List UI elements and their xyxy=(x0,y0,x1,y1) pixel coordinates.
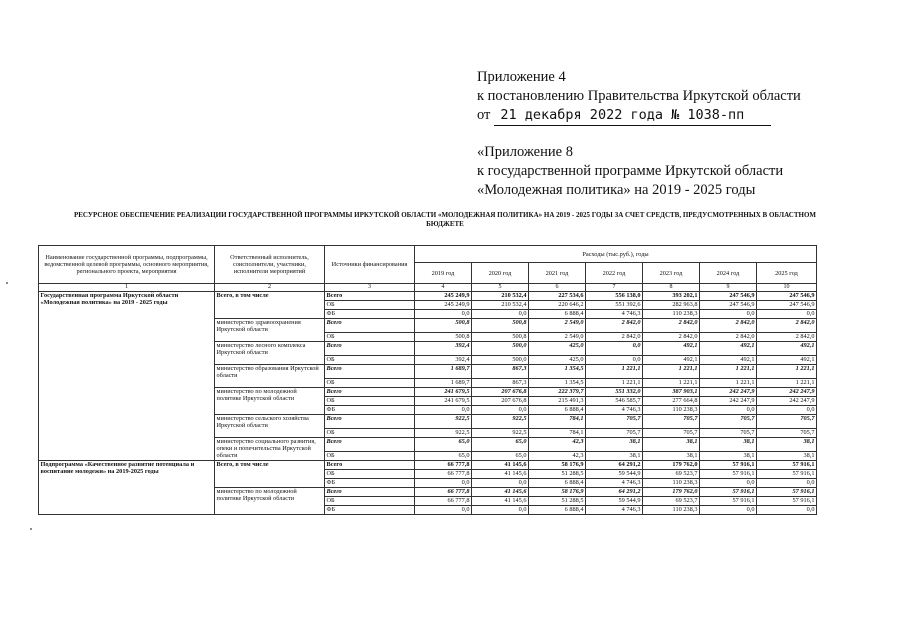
value-cell: 784,1 xyxy=(529,414,586,428)
source-cell: Всего xyxy=(325,291,415,300)
value-cell: 242 247,9 xyxy=(757,396,817,405)
value-cell: 705,7 xyxy=(757,428,817,437)
source-cell: ОБ xyxy=(325,300,415,309)
value-cell: 500,8 xyxy=(472,318,529,332)
value-cell: 492,1 xyxy=(757,355,817,364)
value-cell: 245 249,9 xyxy=(415,291,472,300)
value-cell: 500,8 xyxy=(415,318,472,332)
header-year: 2020 год xyxy=(472,263,529,284)
value-cell: 867,3 xyxy=(472,378,529,387)
table-row xyxy=(39,460,817,469)
header-column-number: 9 xyxy=(700,284,757,292)
value-cell: 0,0 xyxy=(700,505,757,514)
executor-cell: министерство здравоохранения Иркутской области xyxy=(215,318,325,341)
value-cell: 500,8 xyxy=(415,332,472,341)
value-cell: 922,5 xyxy=(472,428,529,437)
source-cell: ОБ xyxy=(325,496,415,505)
value-cell: 41 145,6 xyxy=(472,496,529,505)
value-cell: 784,1 xyxy=(529,428,586,437)
value-cell: 492,1 xyxy=(757,341,817,355)
value-cell: 867,3 xyxy=(472,364,529,378)
value-cell: 210 532,4 xyxy=(472,291,529,300)
value-cell: 41 145,6 xyxy=(472,487,529,496)
header-year: 2019 год xyxy=(415,263,472,284)
source-cell: Всего xyxy=(325,460,415,469)
source-cell: Всего xyxy=(325,437,415,451)
source-cell: ОБ xyxy=(325,469,415,478)
value-cell: 0,0 xyxy=(415,478,472,487)
value-cell: 69 523,7 xyxy=(643,496,700,505)
value-cell: 6 888,4 xyxy=(529,478,586,487)
value-cell: 922,5 xyxy=(415,414,472,428)
value-cell: 41 145,6 xyxy=(472,460,529,469)
decree-line xyxy=(477,106,877,126)
header-year: 2025 год xyxy=(757,263,817,284)
value-cell: 220 646,2 xyxy=(529,300,586,309)
header-name: Наименование государственной программы, подпрограммы, ведомственной целевой программы, основного мероприятия, регионального проекта, мероприятия xyxy=(39,246,215,284)
header-column-number: 1 xyxy=(39,284,215,292)
executor-cell: министерство по молодежной политике Иркутской области xyxy=(215,487,325,514)
source-cell: ОБ xyxy=(325,355,415,364)
value-cell: 215 491,3 xyxy=(529,396,586,405)
value-cell: 57 916,1 xyxy=(757,496,817,505)
header-column-number: 7 xyxy=(586,284,643,292)
source-cell: Всего xyxy=(325,364,415,378)
value-cell: 0,0 xyxy=(586,341,643,355)
value-cell: 207 676,8 xyxy=(472,396,529,405)
value-cell: 0,0 xyxy=(757,505,817,514)
value-cell: 247 546,9 xyxy=(757,291,817,300)
program-name-cell: Подпрограмма «Качественное развитие потенциала и воспитание молодежи» на 2019-2025 годы xyxy=(39,460,215,514)
value-cell: 4 746,3 xyxy=(586,405,643,414)
value-cell: 0,0 xyxy=(472,405,529,414)
header-year: 2024 год xyxy=(700,263,757,284)
value-cell: 500,0 xyxy=(472,355,529,364)
value-cell: 0,0 xyxy=(700,309,757,318)
value-cell: 38,1 xyxy=(700,437,757,451)
value-cell: 0,0 xyxy=(415,309,472,318)
header-column-number: 4 xyxy=(415,284,472,292)
value-cell: 4 746,3 xyxy=(586,505,643,514)
value-cell: 1 354,5 xyxy=(529,364,586,378)
value-cell: 222 379,7 xyxy=(529,387,586,396)
scan-speck xyxy=(30,528,32,530)
source-cell: ФБ xyxy=(325,405,415,414)
value-cell: 110 238,3 xyxy=(643,505,700,514)
value-cell: 2 842,0 xyxy=(586,332,643,341)
header-column-number: 8 xyxy=(643,284,700,292)
value-cell: 2 549,0 xyxy=(529,332,586,341)
value-cell: 241 679,5 xyxy=(415,396,472,405)
value-cell: 51 288,5 xyxy=(529,469,586,478)
header-column-number: 3 xyxy=(325,284,415,292)
value-cell: 1 689,7 xyxy=(415,378,472,387)
document-title: РЕСУРСНОЕ ОБЕСПЕЧЕНИЕ РЕАЛИЗАЦИИ ГОСУДАРСТВЕННОЙ ПРОГРАММЫ ИРКУТСКОЙ ОБЛАСТИ «МОЛОДЕЖНАЯ ПОЛИТИКА» НА 2019 - 2025 ГОДЫ ЗА СЧЕТ СРЕДСТВ, ПРЕДУСМОТРЕННЫХ В ОБЛАСТНОМ БЮДЖЕТЕ xyxy=(73,211,817,228)
value-cell: 6 888,4 xyxy=(529,309,586,318)
header-column-number: 5 xyxy=(472,284,529,292)
value-cell: 42,3 xyxy=(529,451,586,460)
value-cell: 492,1 xyxy=(643,355,700,364)
value-cell: 705,7 xyxy=(643,428,700,437)
value-cell: 210 532,4 xyxy=(472,300,529,309)
value-cell: 57 916,1 xyxy=(757,469,817,478)
value-cell: 59 544,9 xyxy=(586,496,643,505)
value-cell: 0,0 xyxy=(700,478,757,487)
value-cell: 705,7 xyxy=(643,414,700,428)
value-cell: 179 762,0 xyxy=(643,487,700,496)
value-cell: 492,1 xyxy=(643,341,700,355)
value-cell: 492,1 xyxy=(700,341,757,355)
source-cell: Всего xyxy=(325,387,415,396)
value-cell: 705,7 xyxy=(757,414,817,428)
value-cell: 705,7 xyxy=(700,414,757,428)
source-cell: ФБ xyxy=(325,478,415,487)
appendix-reference: к постановлению Правительства Иркутской области xyxy=(477,88,801,104)
appendix8-reference: к государственной программе Иркутской области xyxy=(477,163,784,179)
source-cell: ФБ xyxy=(325,309,415,318)
value-cell: 556 138,0 xyxy=(586,291,643,300)
value-cell: 500,0 xyxy=(472,341,529,355)
value-cell: 57 916,1 xyxy=(757,487,817,496)
value-cell: 392,4 xyxy=(415,341,472,355)
table-row xyxy=(39,291,817,300)
value-cell: 57 916,1 xyxy=(700,487,757,496)
value-cell: 0,0 xyxy=(757,478,817,487)
value-cell: 705,7 xyxy=(586,414,643,428)
value-cell: 58 176,9 xyxy=(529,460,586,469)
header-source: Источники финансирования xyxy=(325,246,415,284)
value-cell: 1 221,1 xyxy=(643,364,700,378)
header-column-number: 10 xyxy=(757,284,817,292)
source-cell: ОБ xyxy=(325,428,415,437)
value-cell: 922,5 xyxy=(415,428,472,437)
source-cell: ОБ xyxy=(325,451,415,460)
value-cell: 65,0 xyxy=(472,437,529,451)
value-cell: 1 354,5 xyxy=(529,378,586,387)
value-cell: 57 916,1 xyxy=(757,460,817,469)
header-column-number: 6 xyxy=(529,284,586,292)
header-year: 2023 год xyxy=(643,263,700,284)
value-cell: 65,0 xyxy=(415,451,472,460)
value-cell: 66 777,8 xyxy=(415,469,472,478)
header-year: 2022 год xyxy=(586,263,643,284)
value-cell: 66 777,8 xyxy=(415,496,472,505)
value-cell: 705,7 xyxy=(700,428,757,437)
value-cell: 387 903,1 xyxy=(643,387,700,396)
source-cell: Всего xyxy=(325,487,415,496)
value-cell: 0,0 xyxy=(415,405,472,414)
value-cell: 38,1 xyxy=(757,437,817,451)
value-cell: 65,0 xyxy=(472,451,529,460)
executor-cell: Всего, в том числе xyxy=(215,291,325,318)
resource-table xyxy=(38,245,817,515)
value-cell: 705,7 xyxy=(586,428,643,437)
decree-date-number: 21 декабря 2022 года № 1038-пп xyxy=(494,106,771,126)
value-cell: 38,1 xyxy=(586,451,643,460)
source-cell: Всего xyxy=(325,414,415,428)
value-cell: 500,8 xyxy=(472,332,529,341)
header-column-number: 2 xyxy=(215,284,325,292)
value-cell: 38,1 xyxy=(700,451,757,460)
appendix8-number: «Приложение 8 xyxy=(477,144,573,160)
value-cell: 179 762,0 xyxy=(643,460,700,469)
value-cell: 57 916,1 xyxy=(700,469,757,478)
value-cell: 1 221,1 xyxy=(643,378,700,387)
value-cell: 51 288,5 xyxy=(529,496,586,505)
source-cell: ОБ xyxy=(325,378,415,387)
value-cell: 66 777,8 xyxy=(415,460,472,469)
value-cell: 2 549,0 xyxy=(529,318,586,332)
appendix8-header xyxy=(477,143,877,200)
source-cell: ОБ xyxy=(325,396,415,405)
value-cell: 1 221,1 xyxy=(586,378,643,387)
value-cell: 65,0 xyxy=(415,437,472,451)
value-cell: 1 221,1 xyxy=(700,364,757,378)
value-cell: 64 291,2 xyxy=(586,487,643,496)
value-cell: 425,0 xyxy=(529,341,586,355)
source-cell: ОБ xyxy=(325,332,415,341)
header-year: 2021 год xyxy=(529,263,586,284)
value-cell: 38,1 xyxy=(643,451,700,460)
value-cell: 1 221,1 xyxy=(700,378,757,387)
source-cell: Всего xyxy=(325,341,415,355)
executor-cell: министерство образования Иркутской области xyxy=(215,364,325,387)
value-cell: 66 777,8 xyxy=(415,487,472,496)
value-cell: 2 842,0 xyxy=(700,332,757,341)
appendix-header xyxy=(477,68,877,126)
value-cell: 2 842,0 xyxy=(586,318,643,332)
value-cell: 110 238,3 xyxy=(643,478,700,487)
value-cell: 2 842,0 xyxy=(757,318,817,332)
value-cell: 0,0 xyxy=(700,405,757,414)
value-cell: 247 546,9 xyxy=(757,300,817,309)
value-cell: 241 679,5 xyxy=(415,387,472,396)
value-cell: 0,0 xyxy=(415,505,472,514)
executor-cell: министерство по молодежной политике Иркутской области xyxy=(215,387,325,414)
resource-table-wrapper xyxy=(38,245,816,515)
value-cell: 551 392,6 xyxy=(586,300,643,309)
value-cell: 2 842,0 xyxy=(757,332,817,341)
executor-cell: Всего, в том числе xyxy=(215,460,325,487)
value-cell: 1 221,1 xyxy=(586,364,643,378)
value-cell: 38,1 xyxy=(643,437,700,451)
decree-from-label: от xyxy=(477,107,491,123)
value-cell: 57 916,1 xyxy=(700,496,757,505)
value-cell: 2 842,0 xyxy=(700,318,757,332)
value-cell: 1 221,1 xyxy=(757,364,817,378)
value-cell: 492,1 xyxy=(700,355,757,364)
value-cell: 0,0 xyxy=(757,309,817,318)
value-cell: 282 963,8 xyxy=(643,300,700,309)
program-name-cell: Государственная программа Иркутской области «Молодежная политика» на 2019 - 2025 годы xyxy=(39,291,215,460)
appendix-number: Приложение 4 xyxy=(477,69,566,85)
value-cell: 247 546,9 xyxy=(700,291,757,300)
source-cell: Всего xyxy=(325,318,415,332)
value-cell: 277 664,8 xyxy=(643,396,700,405)
value-cell: 0,0 xyxy=(757,405,817,414)
source-cell: ФБ xyxy=(325,505,415,514)
value-cell: 64 291,2 xyxy=(586,460,643,469)
value-cell: 0,0 xyxy=(472,505,529,514)
value-cell: 546 585,7 xyxy=(586,396,643,405)
value-cell: 69 523,7 xyxy=(643,469,700,478)
value-cell: 1 689,7 xyxy=(415,364,472,378)
value-cell: 207 676,8 xyxy=(472,387,529,396)
value-cell: 393 202,1 xyxy=(643,291,700,300)
value-cell: 4 746,3 xyxy=(586,309,643,318)
value-cell: 242 247,9 xyxy=(757,387,817,396)
value-cell: 6 888,4 xyxy=(529,405,586,414)
value-cell: 551 332,0 xyxy=(586,387,643,396)
value-cell: 110 238,3 xyxy=(643,309,700,318)
value-cell: 38,1 xyxy=(757,451,817,460)
value-cell: 242 247,9 xyxy=(700,396,757,405)
value-cell: 0,0 xyxy=(472,478,529,487)
header-executor: Ответственный исполнитель, соисполнители, участники, исполнители мероприятий xyxy=(215,246,325,284)
value-cell: 110 238,3 xyxy=(643,405,700,414)
value-cell: 6 888,4 xyxy=(529,505,586,514)
header-expenses: Расходы (тыс.руб.), годы xyxy=(415,246,817,263)
value-cell: 41 145,6 xyxy=(472,469,529,478)
value-cell: 0,0 xyxy=(586,355,643,364)
value-cell: 242 247,9 xyxy=(700,387,757,396)
value-cell: 59 544,9 xyxy=(586,469,643,478)
executor-cell: министерство сельского хозяйства Иркутской области xyxy=(215,414,325,437)
value-cell: 58 176,9 xyxy=(529,487,586,496)
value-cell: 4 746,3 xyxy=(586,478,643,487)
executor-cell: министерство лесного комплекса Иркутской области xyxy=(215,341,325,364)
value-cell: 425,0 xyxy=(529,355,586,364)
value-cell: 57 916,1 xyxy=(700,460,757,469)
appendix8-program: «Молодежная политика» на 2019 - 2025 годы xyxy=(477,182,756,198)
value-cell: 245 249,9 xyxy=(415,300,472,309)
scan-speck xyxy=(6,282,8,284)
value-cell: 1 221,1 xyxy=(757,378,817,387)
value-cell: 38,1 xyxy=(586,437,643,451)
value-cell: 0,0 xyxy=(472,309,529,318)
value-cell: 922,5 xyxy=(472,414,529,428)
value-cell: 42,3 xyxy=(529,437,586,451)
value-cell: 392,4 xyxy=(415,355,472,364)
value-cell: 227 534,6 xyxy=(529,291,586,300)
value-cell: 2 842,0 xyxy=(643,332,700,341)
value-cell: 2 842,0 xyxy=(643,318,700,332)
value-cell: 247 546,9 xyxy=(700,300,757,309)
executor-cell: министерство социального развития, опеки и попечительства Иркутской области xyxy=(215,437,325,460)
